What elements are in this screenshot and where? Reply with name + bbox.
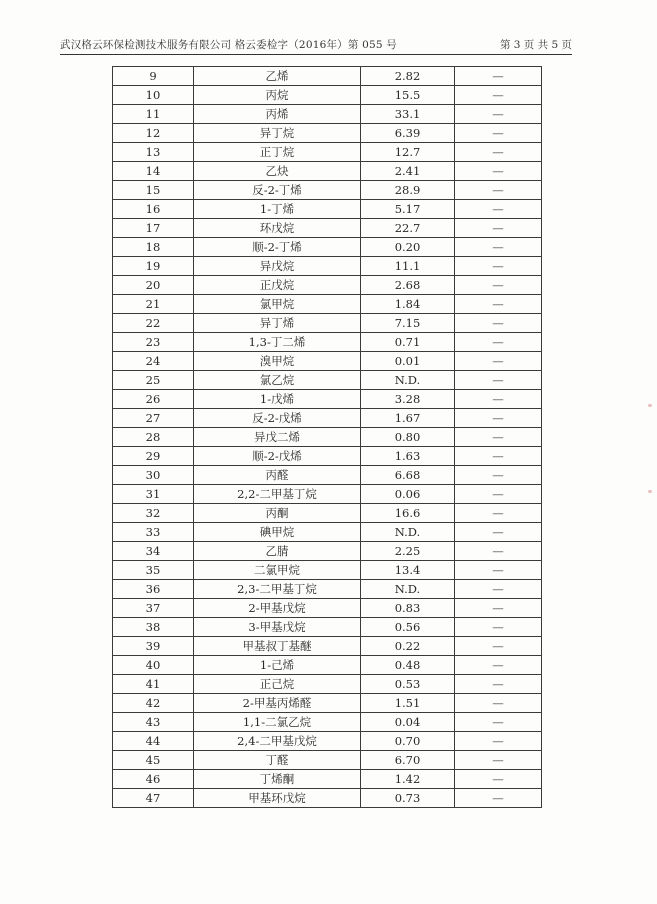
compound-name: 2-甲基丙烯醛 (194, 694, 361, 713)
row-number: 35 (113, 561, 194, 580)
note-cell: — (455, 219, 542, 238)
row-number: 14 (113, 162, 194, 181)
note-cell: — (455, 200, 542, 219)
note-cell: — (455, 162, 542, 181)
row-number: 41 (113, 675, 194, 694)
result-value: 0.83 (361, 599, 455, 618)
note-cell: — (455, 618, 542, 637)
row-number: 28 (113, 428, 194, 447)
compound-name: 2,2-二甲基丁烷 (194, 485, 361, 504)
note-cell: — (455, 124, 542, 143)
table-row (113, 770, 542, 789)
note-cell: — (455, 352, 542, 371)
row-number: 38 (113, 618, 194, 637)
row-number: 34 (113, 542, 194, 561)
note-cell: — (455, 371, 542, 390)
row-number: 22 (113, 314, 194, 333)
compound-name: 正己烷 (194, 675, 361, 694)
result-value: 1.63 (361, 447, 455, 466)
result-value: 33.1 (361, 105, 455, 124)
result-value: 0.06 (361, 485, 455, 504)
table-row (113, 390, 542, 409)
result-value: N.D. (361, 371, 455, 390)
compound-name: 顺-2-戊烯 (194, 447, 361, 466)
row-number: 32 (113, 504, 194, 523)
result-value: 2.68 (361, 276, 455, 295)
row-number: 33 (113, 523, 194, 542)
result-value: 1.51 (361, 694, 455, 713)
row-number: 45 (113, 751, 194, 770)
note-cell: — (455, 504, 542, 523)
row-number: 17 (113, 219, 194, 238)
compound-name: 丙醛 (194, 466, 361, 485)
row-number: 18 (113, 238, 194, 257)
compound-name: 甲基叔丁基醚 (194, 637, 361, 656)
note-cell: — (455, 181, 542, 200)
results-table (112, 66, 542, 808)
compound-name: 二氯甲烷 (194, 561, 361, 580)
note-cell: — (455, 105, 542, 124)
row-number: 47 (113, 789, 194, 808)
compound-name: 异丁烯 (194, 314, 361, 333)
compound-name: 1,1-二氯乙烷 (194, 713, 361, 732)
result-value: 2.41 (361, 162, 455, 181)
table-row (113, 561, 542, 580)
result-value: 7.15 (361, 314, 455, 333)
compound-name: 异戊二烯 (194, 428, 361, 447)
note-cell: — (455, 656, 542, 675)
table-row (113, 599, 542, 618)
result-value: 0.71 (361, 333, 455, 352)
result-value: 0.70 (361, 732, 455, 751)
result-value: N.D. (361, 580, 455, 599)
row-number: 16 (113, 200, 194, 219)
row-number: 29 (113, 447, 194, 466)
result-value: 1.42 (361, 770, 455, 789)
note-cell: — (455, 86, 542, 105)
row-number: 30 (113, 466, 194, 485)
note-cell: — (455, 523, 542, 542)
note-cell: — (455, 599, 542, 618)
result-value: 0.22 (361, 637, 455, 656)
row-number: 31 (113, 485, 194, 504)
compound-name: 丙酮 (194, 504, 361, 523)
row-number: 25 (113, 371, 194, 390)
result-value: 0.80 (361, 428, 455, 447)
compound-name: 氯乙烷 (194, 371, 361, 390)
note-cell: — (455, 390, 542, 409)
compound-name: 2,3-二甲基丁烷 (194, 580, 361, 599)
compound-name: 丙烯 (194, 105, 361, 124)
table-row (113, 124, 542, 143)
note-cell: — (455, 314, 542, 333)
note-cell: — (455, 447, 542, 466)
note-cell: — (455, 561, 542, 580)
result-value: 12.7 (361, 143, 455, 162)
compound-name: 乙烯 (194, 67, 361, 86)
table-row (113, 466, 542, 485)
row-number: 37 (113, 599, 194, 618)
stamp-mark (648, 490, 652, 493)
result-value: 6.39 (361, 124, 455, 143)
table-row (113, 181, 542, 200)
row-number: 46 (113, 770, 194, 789)
result-value: 11.1 (361, 257, 455, 276)
note-cell: — (455, 466, 542, 485)
table-row (113, 485, 542, 504)
compound-name: 异戊烷 (194, 257, 361, 276)
table-row (113, 428, 542, 447)
row-number: 40 (113, 656, 194, 675)
table-row (113, 751, 542, 770)
compound-name: 2-甲基戊烷 (194, 599, 361, 618)
note-cell: — (455, 67, 542, 86)
table-row (113, 143, 542, 162)
row-number: 10 (113, 86, 194, 105)
table-row (113, 542, 542, 561)
note-cell: — (455, 751, 542, 770)
row-number: 23 (113, 333, 194, 352)
note-cell: — (455, 485, 542, 504)
table-row (113, 637, 542, 656)
compound-name: 丁醛 (194, 751, 361, 770)
note-cell: — (455, 713, 542, 732)
note-cell: — (455, 238, 542, 257)
results-table-body (113, 67, 542, 808)
table-row (113, 86, 542, 105)
note-cell: — (455, 789, 542, 808)
table-row (113, 694, 542, 713)
row-number: 26 (113, 390, 194, 409)
compound-name: 环戊烷 (194, 219, 361, 238)
table-row (113, 295, 542, 314)
result-value: 1.84 (361, 295, 455, 314)
row-number: 9 (113, 67, 194, 86)
compound-name: 乙腈 (194, 542, 361, 561)
table-row (113, 352, 542, 371)
result-value: 22.7 (361, 219, 455, 238)
note-cell: — (455, 409, 542, 428)
result-value: 13.4 (361, 561, 455, 580)
result-value: N.D. (361, 523, 455, 542)
result-value: 3.28 (361, 390, 455, 409)
row-number: 15 (113, 181, 194, 200)
table-row (113, 656, 542, 675)
note-cell: — (455, 257, 542, 276)
table-row (113, 333, 542, 352)
compound-name: 1-己烯 (194, 656, 361, 675)
table-row (113, 276, 542, 295)
compound-name: 丁烯酮 (194, 770, 361, 789)
note-cell: — (455, 295, 542, 314)
note-cell: — (455, 143, 542, 162)
table-row (113, 504, 542, 523)
compound-name: 1-丁烯 (194, 200, 361, 219)
result-value: 0.01 (361, 352, 455, 371)
table-row (113, 580, 542, 599)
result-value: 0.48 (361, 656, 455, 675)
compound-name: 1-戊烯 (194, 390, 361, 409)
compound-name: 异丁烷 (194, 124, 361, 143)
result-value: 0.04 (361, 713, 455, 732)
row-number: 13 (113, 143, 194, 162)
note-cell: — (455, 694, 542, 713)
compound-name: 氯甲烷 (194, 295, 361, 314)
compound-name: 2,4-二甲基戊烷 (194, 732, 361, 751)
row-number: 24 (113, 352, 194, 371)
result-value: 6.68 (361, 466, 455, 485)
table-row (113, 67, 542, 86)
compound-name: 1,3-丁二烯 (194, 333, 361, 352)
result-value: 6.70 (361, 751, 455, 770)
row-number: 21 (113, 295, 194, 314)
note-cell: — (455, 732, 542, 751)
report-title: 武汉格云环保检测技术服务有限公司 格云委检字（2016年）第 055 号 (60, 39, 397, 51)
compound-name: 甲基环戊烷 (194, 789, 361, 808)
compound-name: 顺-2-丁烯 (194, 238, 361, 257)
note-cell: — (455, 580, 542, 599)
compound-name: 反-2-丁烯 (194, 181, 361, 200)
table-row (113, 713, 542, 732)
note-cell: — (455, 276, 542, 295)
compound-name: 正丁烷 (194, 143, 361, 162)
row-number: 36 (113, 580, 194, 599)
result-value: 5.17 (361, 200, 455, 219)
row-number: 12 (113, 124, 194, 143)
result-value: 28.9 (361, 181, 455, 200)
result-value: 0.73 (361, 789, 455, 808)
row-number: 43 (113, 713, 194, 732)
table-row (113, 314, 542, 333)
result-value: 0.53 (361, 675, 455, 694)
compound-name: 反-2-戊烯 (194, 409, 361, 428)
row-number: 19 (113, 257, 194, 276)
result-value: 0.56 (361, 618, 455, 637)
stamp-mark (648, 404, 652, 407)
table-row (113, 200, 542, 219)
compound-name: 丙烷 (194, 86, 361, 105)
page-number: 第 3 页 共 5 页 (499, 39, 572, 51)
note-cell: — (455, 542, 542, 561)
result-value: 2.82 (361, 67, 455, 86)
result-value: 2.25 (361, 542, 455, 561)
table-row (113, 732, 542, 751)
table-row (113, 162, 542, 181)
table-row (113, 105, 542, 124)
note-cell: — (455, 770, 542, 789)
table-row (113, 523, 542, 542)
row-number: 42 (113, 694, 194, 713)
compound-name: 溴甲烷 (194, 352, 361, 371)
note-cell: — (455, 675, 542, 694)
compound-name: 正戊烷 (194, 276, 361, 295)
note-cell: — (455, 637, 542, 656)
result-value: 16.6 (361, 504, 455, 523)
compound-name: 碘甲烷 (194, 523, 361, 542)
table-row (113, 219, 542, 238)
table-row (113, 789, 542, 808)
table-row (113, 409, 542, 428)
table-row (113, 371, 542, 390)
page-header (60, 34, 572, 55)
row-number: 27 (113, 409, 194, 428)
note-cell: — (455, 333, 542, 352)
table-row (113, 618, 542, 637)
table-row (113, 257, 542, 276)
result-value: 1.67 (361, 409, 455, 428)
table-row (113, 447, 542, 466)
result-value: 0.20 (361, 238, 455, 257)
row-number: 39 (113, 637, 194, 656)
row-number: 44 (113, 732, 194, 751)
compound-name: 3-甲基戊烷 (194, 618, 361, 637)
table-row (113, 238, 542, 257)
note-cell: — (455, 428, 542, 447)
table-row (113, 675, 542, 694)
row-number: 20 (113, 276, 194, 295)
result-value: 15.5 (361, 86, 455, 105)
row-number: 11 (113, 105, 194, 124)
compound-name: 乙炔 (194, 162, 361, 181)
